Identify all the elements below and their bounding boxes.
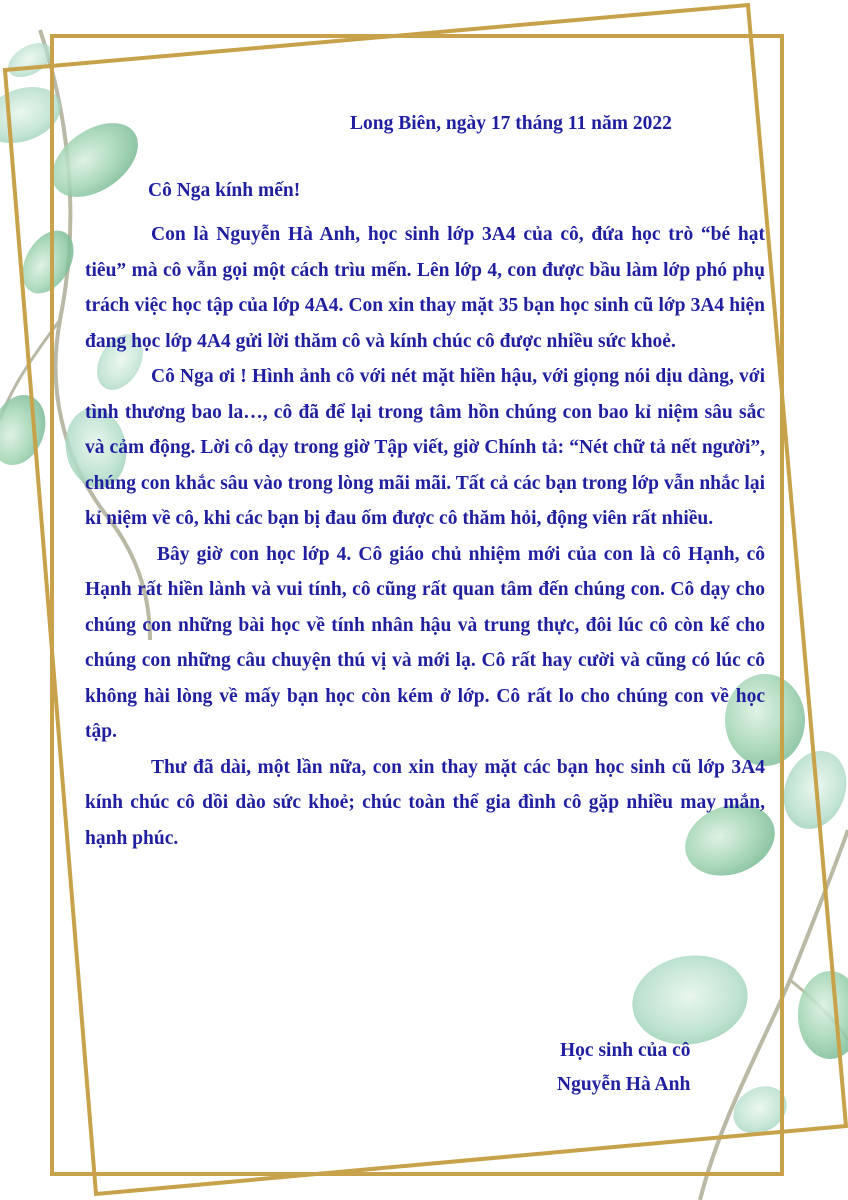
paragraph: Cô Nga ơi ! Hình ảnh cô với nét mặt hiền hậu, với giọng nói dịu dàng, với tình thương bao la…, cô đã để lại trong tâm hồn chúng con bao kỉ niệm sâu sắc và cảm động. Lời cô dạy trong giờ Tập viết, giờ Chính tả: “Nét chữ tả nết người”, chúng con khắc sâu vào trong lòng mãi mãi. Tất cả các bạn trong lớp vẫn nhắc lại kỉ niệm về cô, khi các bạn bị đau ốm được cô thăm hỏi, động viên rất nhiều. (85, 366, 765, 529)
letter-body (85, 217, 765, 856)
paragraph: Bây giờ con học lớp 4. Cô giáo chủ nhiệm mới của con là cô Hạnh, cô Hạnh rất hiền lành và vui tính, cô cũng rất quan tâm đến chúng con. Cô dạy cho chúng con những bài học về tính nhân hậu và trung thực, đôi lúc cô còn kể cho chúng con những câu chuyện thú vị và mới lạ. Cô rất hay cười và cũng có lúc cô không hài lòng về mấy bạn học còn kém ở lớp. Cô rất lo cho chúng con về học tập. (85, 543, 765, 742)
paragraph: Thư đã dài, một lần nữa, con xin thay mặt các bạn học sinh cũ lớp 3A4 kính chúc cô dồi dào sức khoẻ; chúc toàn thể gia đình cô gặp nhiều may mắn, hạnh phúc. (85, 756, 765, 849)
greeting: Cô Nga kính mến! (148, 180, 301, 201)
signature-name: Nguyễn Hà Anh (557, 1074, 691, 1095)
signature-line-1: Học sinh của cô (560, 1040, 691, 1061)
paragraph: Con là Nguyễn Hà Anh, học sinh lớp 3A4 của cô, đứa học trò “bé hạt tiêu” mà cô vẫn gọi một cách trìu mến. Lên lớp 4, con được bầu làm lớp phó phụ trách việc học tập của lớp 4A4. Con xin thay mặt 35 bạn học sinh cũ lớp 3A4 hiện đang học lớp 4A4 gửi lời thăm cô và kính chúc cô được nhiều sức khoẻ. (85, 224, 765, 352)
date-line: Long Biên, ngày 17 tháng 11 năm 2022 (350, 113, 672, 134)
